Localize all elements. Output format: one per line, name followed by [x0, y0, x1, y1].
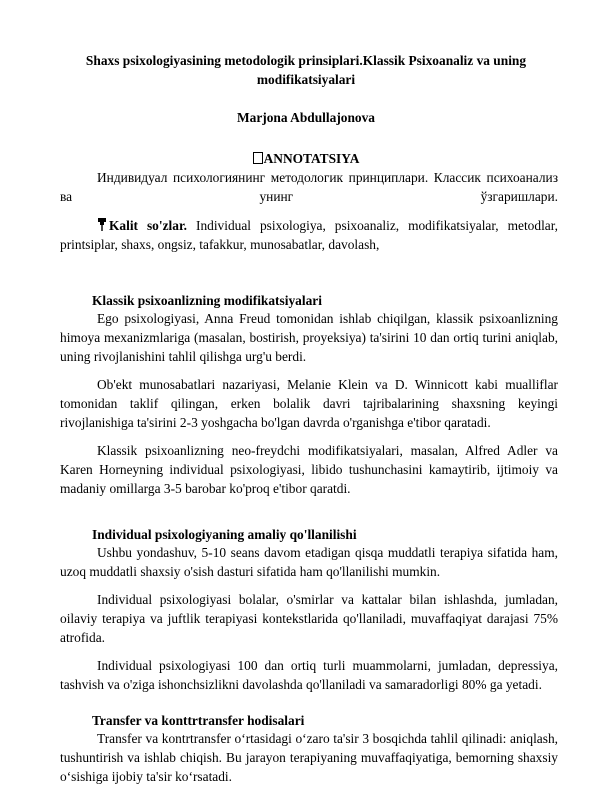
section-paragraph: Individual psixologiyasi 100 dan ortiq turli muammolarni, jumladan, depressiya, tashvish va o'ziga ishonchsizlikni davolashda qo'llaniladi va samaradorligi 80% ga yetadi.	[60, 658, 558, 692]
annotation-heading-text: ANNOTATSIYA	[263, 151, 360, 166]
section-heading: Individual psixologiyaning amaliy qo'llanilishi	[92, 527, 357, 542]
author-name: Marjona Abdullajonova	[236, 110, 376, 125]
annotation-body: Индивидуал психологиянинг методологик принциплари. Классик психоанализ ва унинг ўзгаришлари.	[60, 170, 558, 204]
section-paragraph: Individual psixologiyasi bolalar, o'smirlar va kattalar bilan ishlashda, jumladan, oilaviy terapiya va juftlik terapiyasi kontekstlarida qo'llaniladi, muvaffaqiyat darajasi 75% atrofida.	[60, 592, 558, 645]
keywords-paragraph	[60, 216, 558, 254]
section-paragraph: Ushbu yondashuv, 5-10 seans davom etadigan qisqa muddatli terapiya sifatida ham, uzoq muddatli shaxsiy o'sish dasturi sifatida ham qo'llanilishi mumkin.	[60, 545, 558, 579]
pushpin-icon	[97, 218, 107, 231]
section-paragraph: Ob'ekt munosabatlari nazariyasi, Melanie Klein va D. Winnicott kabi mualliflar tomonidan taklif qilingan, erken bolalik davri tajribalarining shaxsning keyingi rivojlanishiga ta'sirini 2-3 yoshgacha bo'lgan davrda o'rganishga e'tibor qaratadi.	[60, 377, 558, 430]
missing-glyph-icon	[253, 152, 263, 164]
section-paragraph: Klassik psixoanlizning neo-freydchi modifikatsiyalari, masalan, Alfred Adler va Karen Horneyning individual psixologiyasi, libido tushunchasini kamaytirib, ijtimoiy va madaniy omillarga 3-5 barobar ko'proq e'tibor qaratdi.	[60, 443, 558, 496]
section-heading: Transfer va konttrtransfer hodisalari	[92, 713, 305, 728]
section-paragraph: Transfer va kontrtransfer o‘rtasidagi o‘zaro ta'sir 3 bosqichda tahlil qilinadi: aniqlash, tushuntirish va ishlab chiqish. Bu jarayon terapiyaning muvaffaqiyatiga, bemorning shaxsiy o‘sishiga ijobiy ta'sir ko‘rsatadi.	[60, 731, 558, 784]
section-heading: Klassik psixoanlizning modifikatsiyalari	[92, 293, 322, 308]
annotation-heading	[60, 150, 552, 167]
keywords-text: Individual psixologiya, psixoanaliz, modifikatsiyalar, metodlar, printsiplar, shaxs, ongsiz, tafakkur, munosabatlar, davolash,	[60, 218, 559, 252]
section-paragraph: Ego psixologiyasi, Anna Freud tomonidan ishlab chiqilgan, klassik psixoanlizning himoya mexanizmlariga (masalan, bostirish, proyeksiya) ta'sirini 10 dan ortiq turini aniqlab, uning rivojlanishini tahlil qilishga urg'u berdi.	[60, 311, 558, 364]
annotation-text	[60, 168, 558, 206]
document-title: Shaxs psixologiyasining metodologik prinsiplari.Klassik Psixoanaliz va uning modifikatsiyalari	[85, 53, 527, 87]
keywords-label: Kalit so'zlar.	[109, 218, 188, 233]
